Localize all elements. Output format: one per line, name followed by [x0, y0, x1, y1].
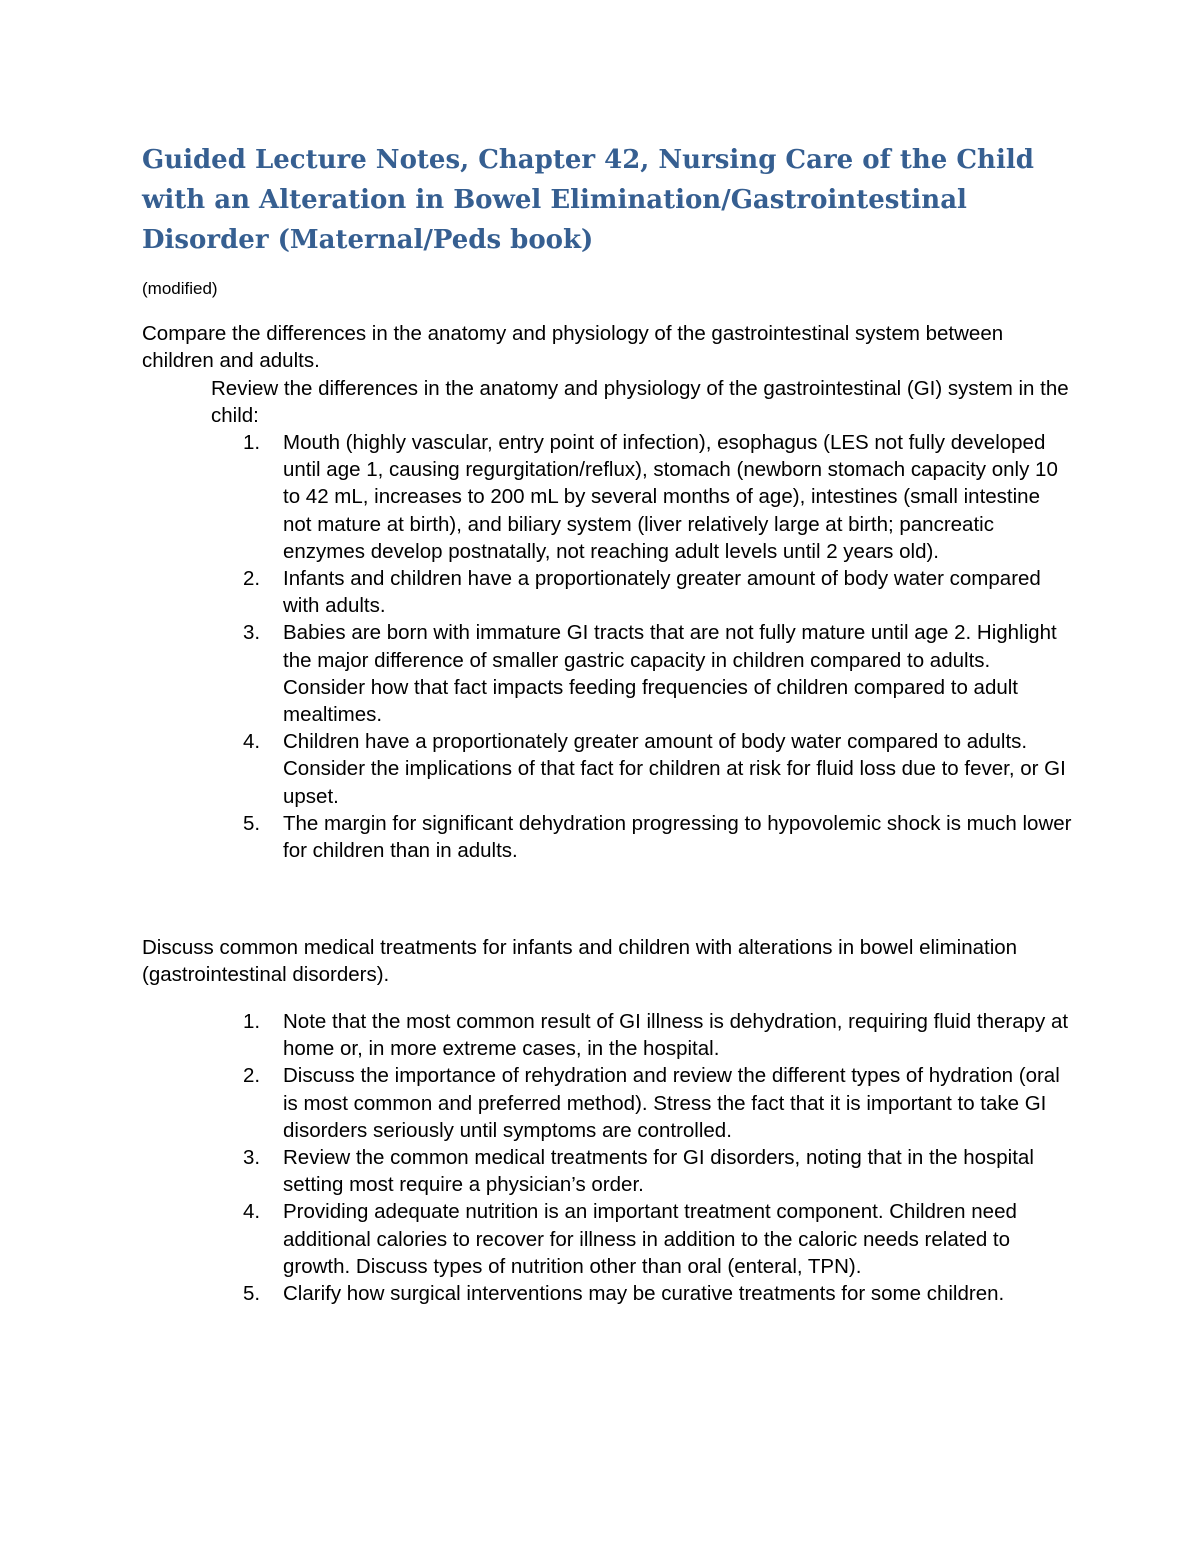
list-number: 2. — [243, 567, 261, 591]
list-item-text: Babies are born with immature GI tracts that are not fully mature until age 2. Highlight the major difference of smaller gastric capacity in children compared to adults. Consider how that fact impacts feeding frequencies of children compared to adult mealtimes. — [283, 621, 1057, 727]
list-number: 4. — [243, 1200, 261, 1224]
document-title: Guided Lecture Notes, Chapter 42, Nursing Care of the Child with an Alteration in Bowel Elimination/Gastrointestinal Disorder (Maternal/Peds book) — [142, 145, 1034, 255]
list-item-text: Infants and children have a proportionately greater amount of body water compared with adults. — [283, 567, 1041, 618]
list-number: 1. — [243, 431, 261, 454]
list-number: 3. — [243, 621, 261, 645]
list-number: 5. — [243, 811, 261, 835]
section1-list — [243, 429, 1073, 864]
list-item — [243, 1280, 1073, 1307]
list-item-text: Mouth (highly vascular, entry point of infection), esophagus (LES not fully developed until age 1, causing regurgitation/reflux), stomach (newborn stomach capacity only 10 to 42 mL, increases to 200 mL by several months of age), intestines (small intestine not mature at birth), and biliary system (liver relatively large at birth; pancreatic enzymes develop postnatally, not reaching adult levels until 2 years old). — [283, 431, 1058, 563]
list-item — [243, 1144, 1073, 1198]
list-item — [243, 810, 1073, 864]
list-item — [243, 429, 1073, 565]
list-item — [243, 619, 1073, 728]
list-number: 3. — [243, 1146, 261, 1170]
section1-subheading: Review the differences in the anatomy and physiology of the gastrointestinal (GI) system in the child: — [211, 377, 1069, 428]
list-item-text: Providing adequate nutrition is an important treatment component. Children need additional calories to recover for illness in addition to the caloric needs related to growth. Discuss types of nutrition other than oral (enteral, TPN). — [283, 1200, 1017, 1278]
list-item — [243, 728, 1073, 810]
list-number: 1. — [243, 1010, 261, 1033]
list-item — [243, 1062, 1073, 1144]
list-item-text: Review the common medical treatments for GI disorders, noting that in the hospital setting most require a physician’s order. — [283, 1146, 1034, 1197]
list-number: 5. — [243, 1282, 261, 1306]
list-item-text: Clarify how surgical interventions may be curative treatments for some children. — [283, 1282, 1005, 1306]
modified-note: (modified) — [142, 279, 218, 298]
list-item — [243, 1008, 1073, 1062]
list-item-text: Children have a proportionately greater amount of body water compared to adults. Consider the implications of that fact for children at risk for fluid loss due to fever, or GI upset. — [283, 730, 1066, 808]
section2-intro: Discuss common medical treatments for infants and children with alterations in bowel elimination (gastrointestinal disorders). — [142, 936, 1018, 987]
list-number: 2. — [243, 1064, 261, 1088]
section2-list — [243, 1008, 1073, 1307]
list-item — [243, 565, 1073, 619]
list-item — [243, 1198, 1073, 1280]
section1-intro: Compare the differences in the anatomy and physiology of the gastrointestinal system between children and adults. — [142, 322, 1004, 373]
list-number: 4. — [243, 730, 261, 754]
list-item-text: Note that the most common result of GI illness is dehydration, requiring fluid therapy at home or, in more extreme cases, in the hospital. — [283, 1010, 1069, 1061]
list-item-text: The margin for significant dehydration progressing to hypovolemic shock is much lower for children than in adults. — [283, 811, 1072, 863]
list-item-text: Discuss the importance of rehydration and review the different types of hydration (oral is most common and preferred method). Stress the fact that it is important to take GI disorders seriously until symptoms are controlled. — [283, 1064, 1060, 1142]
